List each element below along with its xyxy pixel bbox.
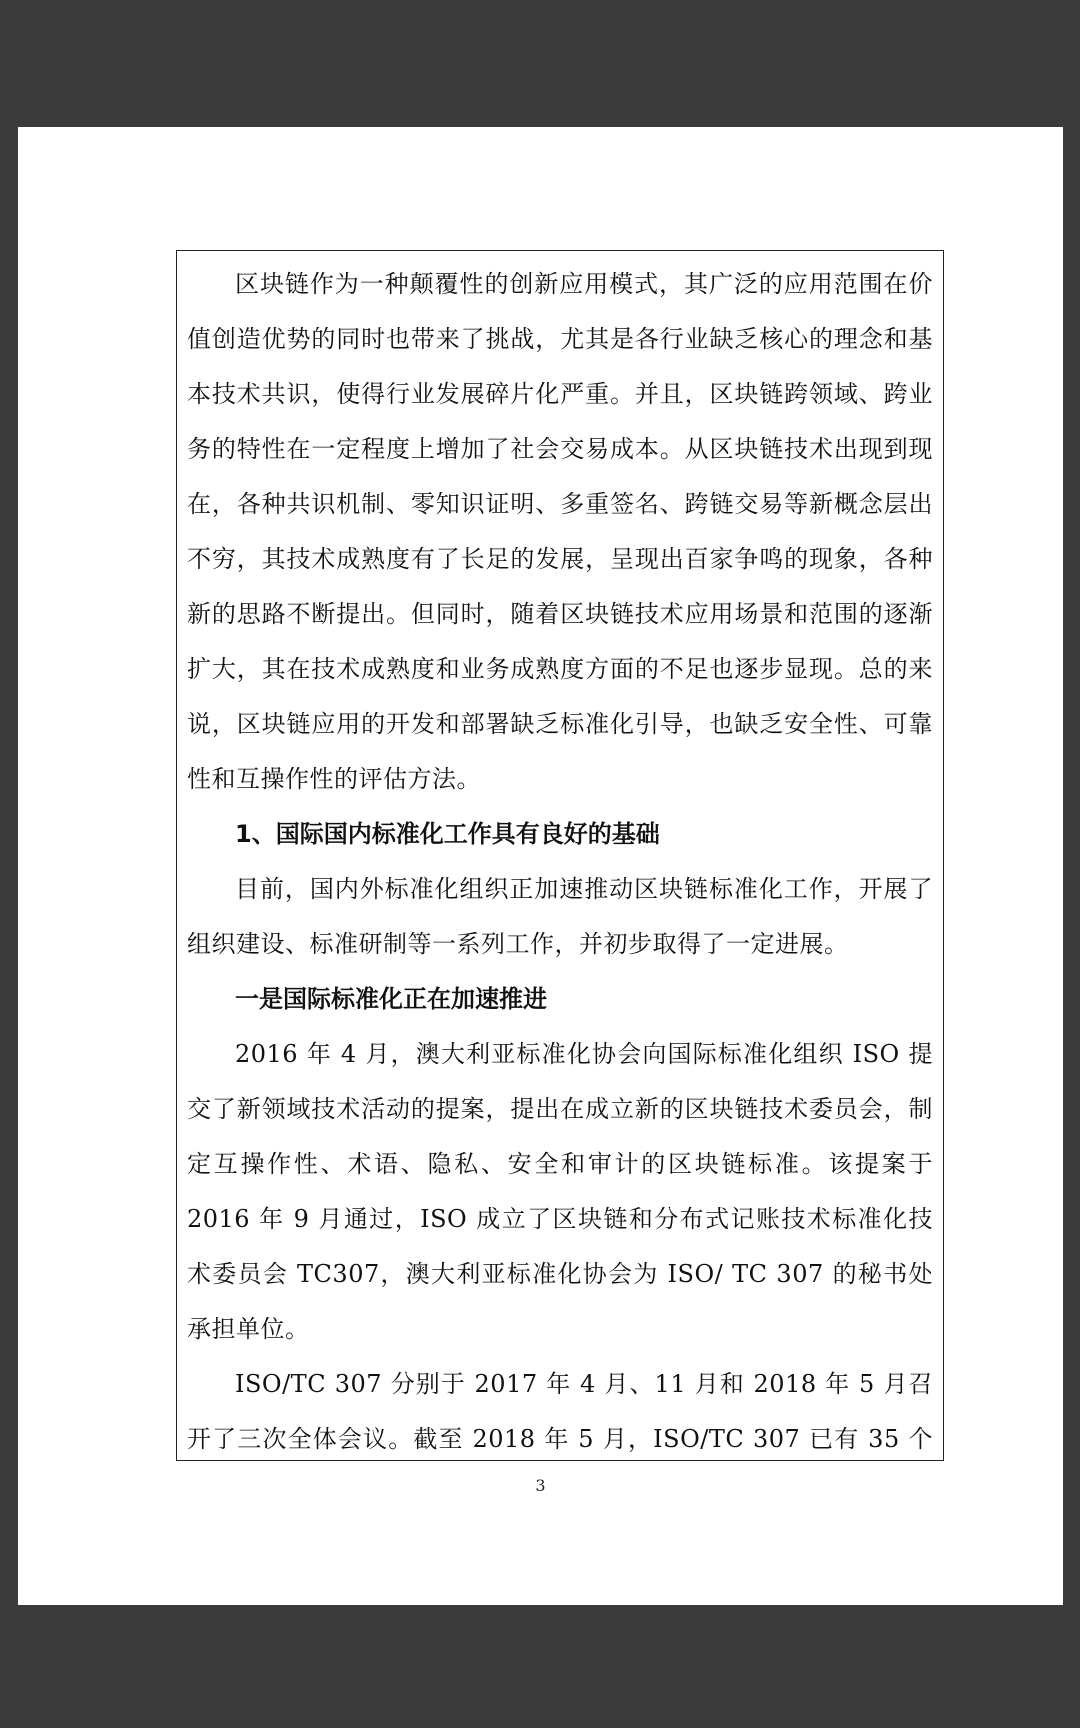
paragraph-progress: 目前，国内外标准化组织正加速推动区块链标准化工作，开展了组织建设、标准研制等一系列工作，并初步取得了一定进展。 — [187, 875, 933, 958]
document-page — [18, 127, 1063, 1605]
paragraph-intro: 区块链作为一种颠覆性的创新应用模式，其广泛的应用范围在价值创造优势的同时也带来了挑战，尤其是各行业缺乏核心的理念和基本技术共识，使得行业发展碎片化严重。并且，区块链跨领域、跨业务的特性在一定程度上增加了社会交易成本。从区块链技术出现到现在，各种共识机制、零知识证明、多重签名、跨链交易等新概念层出不穷，其技术成熟度有了长足的发展，呈现出百家争鸣的现象，各种新的思路不断提出。但同时，随着区块链技术应用场景和范围的逐渐扩大，其在技术成熟度和业务成熟度方面的不足也逐步显现。总的来说，区块链应用的开发和部署缺乏标准化引导，也缺乏安全性、可靠性和互操作性的评估方法。 — [187, 270, 933, 793]
section-heading-1: 1、国际国内标准化工作具有良好的基础 — [235, 820, 660, 848]
paragraph-iso-proposal: 2016 年 4 月，澳大利亚标准化协会向国际标准化组织 ISO 提交了新领域技术活动的提案，提出在成立新的区块链技术委员会，制定互操作性、术语、隐私、安全和审计的区块链标准。该提案于 2016 年 9 月通过，ISO 成立了区块链和分布式记账技术标准化技术委员会 TC307，澳大利亚标准化协会为 ISO/ TC 307 的秘书处承担单位。 — [187, 1040, 933, 1343]
paragraph-iso-meetings: ISO/TC 307 分别于 2017 年 4 月、11 月和 2018 年 5 月召开了三次全体会议。截至 2018 年 5 月，ISO/TC 307 已有 35 个 — [187, 1370, 933, 1453]
text-frame — [176, 250, 944, 1461]
page-number: 3 — [535, 1476, 546, 1495]
subsection-heading-international: 一是国际标准化正在加速推进 — [235, 985, 547, 1013]
